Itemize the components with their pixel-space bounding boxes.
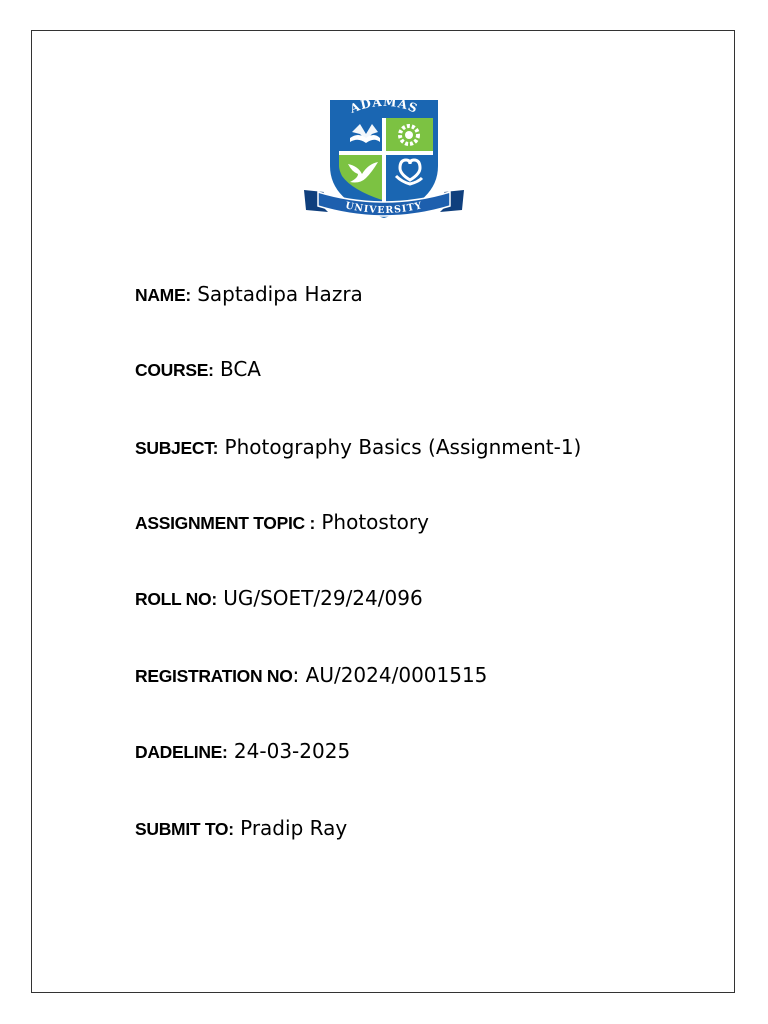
field-registration-no <box>135 665 487 686</box>
field-value: BCA <box>213 357 261 381</box>
field-value: Saptadipa Hazra <box>190 282 363 306</box>
field-value: : AU/2024/0001515 <box>292 663 488 687</box>
field-label: SUBJECT: <box>135 438 219 458</box>
field-label: COURSE: <box>135 360 214 380</box>
field-label: DADELINE: <box>135 742 228 762</box>
field-name <box>135 284 363 305</box>
field-label: SUBMIT TO: <box>135 819 234 839</box>
field-value: UG/SOET/29/24/096 <box>216 586 423 610</box>
field-value: Photostory <box>314 510 429 534</box>
field-course <box>135 359 261 380</box>
field-subject <box>135 437 581 458</box>
field-label: NAME: <box>135 285 191 305</box>
field-label: ROLL NO: <box>135 589 217 609</box>
logo-ribbon-text: UNIVERSITY <box>344 200 424 217</box>
field-label: ASSIGNMENT TOPIC : <box>135 513 315 533</box>
field-label: REGISTRATION NO <box>135 666 293 686</box>
field-assignment-topic <box>135 512 429 533</box>
university-logo <box>302 94 466 224</box>
field-roll-no <box>135 588 423 609</box>
field-value: Photography Basics (Assignment-1) <box>218 435 582 459</box>
field-value: Pradip Ray <box>233 816 348 840</box>
field-value: 24-03-2025 <box>227 739 351 763</box>
field-deadline <box>135 741 350 762</box>
field-submit-to <box>135 818 347 839</box>
logo-top-text: ADAMAS <box>347 94 421 116</box>
